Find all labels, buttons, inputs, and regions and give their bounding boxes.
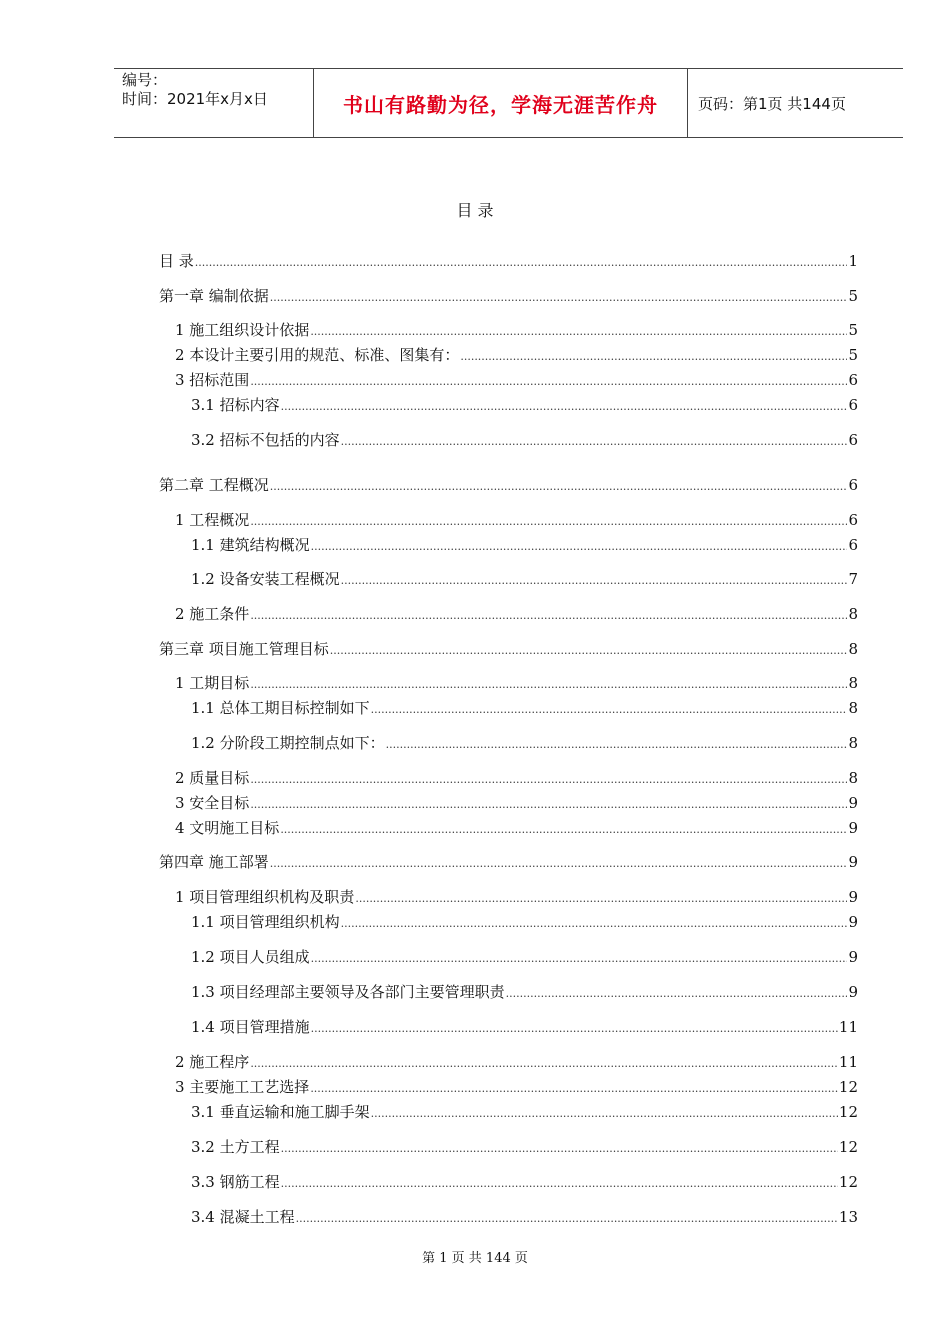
toc-entry[interactable] [175,344,858,365]
page-header [114,68,903,138]
toc-entry-page: 6 [848,396,858,414]
toc-leader-dots [311,948,848,966]
toc-leader-dots [250,511,847,529]
toc-entry[interactable] [191,1171,858,1192]
toc-entry-label: 1 工期目标 [175,674,250,692]
toc-leader-dots [250,794,847,812]
toc-entry-page: 12 [838,1138,858,1156]
toc-entry[interactable] [191,946,858,967]
toc-entry-label: 3 招标范围 [175,371,250,389]
serial-number-label: 编号： [122,71,168,89]
toc-entry-page: 7 [848,570,858,588]
toc-entry-page: 13 [838,1208,858,1226]
toc-leader-dots [250,1053,838,1071]
toc-entry-page: 6 [848,431,858,449]
toc-leader-dots [270,853,848,871]
toc-entry-page: 8 [848,769,858,787]
header-page-info: 页码：第1页 共144页 [698,94,846,113]
toc-entry-label: 第四章 施工部署 [159,853,269,871]
toc-entry-label: 第三章 项目施工管理目标 [159,640,329,658]
date-label: 时间：2021年x月x日 [122,90,268,108]
toc-entry-page: 9 [848,794,858,812]
toc-entry-label: 3.3 钢筋工程 [191,1173,280,1191]
toc-leader-dots [341,431,848,449]
toc-entry-label: 1.1 总体工期目标控制如下 [191,699,370,717]
toc-entry[interactable] [191,911,858,932]
toc-leader-dots [330,640,848,658]
toc-entry[interactable] [159,250,858,271]
toc-entry-label: 3.1 招标内容 [191,396,280,414]
toc-entry-page: 9 [848,888,858,906]
toc-entry-page: 9 [848,948,858,966]
toc-leader-dots [195,252,848,270]
toc-leader-dots [371,699,848,717]
toc-entry[interactable] [175,369,858,390]
toc-leader-dots [386,734,848,752]
toc-entry-page: 8 [848,605,858,623]
toc-entry-page: 9 [848,853,858,871]
toc-entry-label: 第一章 编制依据 [159,287,269,305]
toc-entry-label: 1.2 项目人员组成 [191,948,310,966]
toc-entry[interactable] [191,981,858,1002]
toc-entry-label: 1.3 项目经理部主要领导及各部门主要管理职责 [191,983,505,1001]
toc-entry[interactable] [159,285,858,306]
header-meta [114,69,314,137]
toc-entry-label: 2 本设计主要引用的规范、标准、图集有： [175,346,460,364]
toc-entry[interactable] [191,1136,858,1157]
toc-leader-dots [371,1103,838,1121]
toc-entry[interactable] [191,697,858,718]
toc-entry-label: 3 主要施工工艺选择 [175,1078,310,1096]
toc-leader-dots [310,321,847,339]
toc-entry-label: 1 工程概况 [175,511,250,529]
toc-entry-page: 12 [838,1078,858,1096]
toc-leader-dots [296,1208,838,1226]
toc-leader-dots [281,396,848,414]
toc-entry[interactable] [175,1051,858,1072]
toc-entry[interactable] [191,394,858,415]
toc-entry-page: 5 [848,321,858,339]
toc-entry[interactable] [175,319,858,340]
toc-leader-dots [250,371,847,389]
toc-leader-dots [280,819,847,837]
toc-entry-page: 9 [848,983,858,1001]
toc-entry-page: 9 [848,819,858,837]
toc-entry[interactable] [191,534,858,555]
toc-entry-page: 8 [848,674,858,692]
toc-entry-label: 3.1 垂直运输和施工脚手架 [191,1103,370,1121]
toc-entry-label: 1.1 项目管理组织机构 [191,913,340,931]
toc-entry-label: 1.1 建筑结构概况 [191,536,310,554]
toc-entry-page: 6 [848,476,858,494]
toc-entry-page: 8 [848,640,858,658]
toc-entry-page: 5 [848,346,858,364]
toc-entry-page: 6 [848,536,858,554]
toc-entry-label: 4 文明施工目标 [175,819,280,837]
toc-entry[interactable] [191,568,858,589]
toc-entry-label: 3.2 招标不包括的内容 [191,431,340,449]
toc-entry[interactable] [191,429,858,450]
toc-leader-dots [250,605,847,623]
toc-leader-dots [341,570,848,588]
toc-entry[interactable] [175,767,858,788]
toc-entry[interactable] [175,886,858,907]
toc-leader-dots [270,476,848,494]
toc-leader-dots [355,888,847,906]
toc-entry-label: 1.2 分阶段工期控制点如下： [191,734,385,752]
toc-entry-label: 1.4 项目管理措施 [191,1018,310,1036]
toc-entry[interactable] [159,638,858,659]
toc-entry-page: 5 [848,287,858,305]
toc-entry[interactable] [159,474,858,495]
toc-entry-label: 2 施工程序 [175,1053,250,1071]
toc-entry-label: 2 质量目标 [175,769,250,787]
toc-entry-page: 11 [838,1018,858,1036]
toc-entry-label: 1.2 设备安装工程概况 [191,570,340,588]
toc-entry-page: 12 [838,1173,858,1191]
toc-entry-label: 1 施工组织设计依据 [175,321,310,339]
toc-leader-dots [250,674,847,692]
toc-entry-label: 3.4 混凝土工程 [191,1208,295,1226]
toc-entry-page: 9 [848,913,858,931]
toc-leader-dots [270,287,848,305]
toc-entry[interactable] [191,1206,858,1227]
toc-entry-label: 目 录 [159,252,194,270]
toc-leader-dots [506,983,848,1001]
toc-leader-dots [310,1078,838,1096]
toc-entry-label: 1 项目管理组织机构及职责 [175,888,355,906]
toc-entry[interactable] [191,732,858,753]
toc-leader-dots [281,1138,838,1156]
toc-entry[interactable] [175,1076,858,1097]
toc-leader-dots [281,1173,838,1191]
toc-entry[interactable] [175,509,858,530]
toc-entry-page: 6 [848,371,858,389]
toc-entry[interactable] [175,603,858,624]
toc-entry[interactable] [175,792,858,813]
toc-entry-page: 8 [848,699,858,717]
toc-entry-label: 2 施工条件 [175,605,250,623]
toc-leader-dots [311,1018,838,1036]
toc-entry-page: 12 [838,1103,858,1121]
toc-entry-page: 1 [848,252,858,270]
toc-leader-dots [460,346,847,364]
toc-leader-dots [341,913,848,931]
toc-leader-dots [311,536,848,554]
toc-entry-label: 3.2 土方工程 [191,1138,280,1156]
toc-title: 目 录 [456,201,494,220]
toc-entry-page: 11 [838,1053,858,1071]
toc-entry-page: 8 [848,734,858,752]
toc-entry[interactable] [175,672,858,693]
toc-entry[interactable] [175,817,858,838]
toc-entry-label: 第二章 工程概况 [159,476,269,494]
page-footer: 第 1 页 共 144 页 [422,1251,528,1266]
header-motto: 书山有路勤为径，学海无涯苦作舟 [314,69,688,137]
toc-entry[interactable] [191,1016,858,1037]
toc-entry-page: 6 [848,511,858,529]
toc-leader-dots [250,769,847,787]
toc-entry-label: 3 安全目标 [175,794,250,812]
toc-entry[interactable] [159,851,858,872]
toc-entry[interactable] [191,1101,858,1122]
